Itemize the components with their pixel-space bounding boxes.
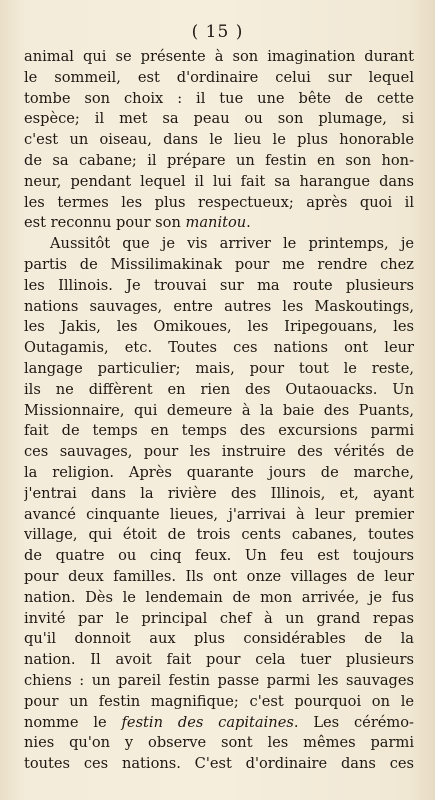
text-run: . Les cérémo- [293,713,414,731]
text-line: c'est un oiseau, dans le lieu le plus honorable [24,131,414,149]
text-line: chiens : un pareil festin passe parmi les sauvages [24,671,414,689]
text-line: nations sauvages, entre autres les Maskoutings, [24,297,414,315]
text-line: animal qui se présente à son imagination durant [24,48,414,65]
text-line: tombe son choix : il tue une bête de cette [24,89,414,107]
text-line: espèce; il met sa peau ou son plumage, si [24,110,414,128]
text-line: la religion. Après quarante jours de marche, [24,463,414,481]
text-line: langage particulier; mais, pour tout le reste, [24,359,414,377]
text-line: Aussitôt que je vis arriver le printemps, je [50,235,414,253]
text-line: Outagamis, etc. Toutes ces nations ont leur [24,339,414,357]
text-line: nation. Il avoit fait pour cela tuer plusieurs [24,651,414,669]
text-line: pour un festin magnifique; c'est pourquoi on le [24,692,414,710]
page-number: ( 15 ) [191,22,244,42]
text-line: neur, pendant lequel il lui fait sa harangue dans [24,172,414,190]
text-line: de quatre ou cinq feux. Un feu est toujours [24,547,414,565]
text-line: de sa cabane; il prépare un festin en son hon- [24,151,414,169]
text-line: pour deux familles. Ils ont onze villages de leur [24,567,414,585]
text-line: fait de temps en temps des excursions parmi [24,422,414,440]
text-line: partis de Missilimakinak pour me rendre chez [24,255,414,273]
text-line: le sommeil, est d'ordinaire celui sur lequel [24,68,414,86]
italic-term: festin des capitaines [121,713,294,731]
text-line: qu'il donnoit aux plus considérables de la [24,630,414,648]
text-run: . [246,214,251,232]
italic-term: manitou [185,214,247,232]
text-run: est reconnu pour son [24,214,186,232]
text-line: j'entrai dans la rivière des Illinois, et, ayant [24,484,414,502]
text-line: ils ne diffèrent en rien des Outaouacks. Un [24,380,414,398]
text-line: les Jakis, les Omikoues, les Iripegouans, les [24,318,414,336]
text-line: Missionnaire, qui demeure à la baie des Puants, [24,401,414,419]
text-line: invité par le principal chef à un grand repas [24,609,414,627]
text-line: toutes ces nations. C'est d'ordinaire dans ces [24,755,414,773]
text-line: avancé cinquante lieues, j'arrivai à leur premier [24,505,414,523]
text-run: nomme le [24,713,122,731]
text-line: nation. Dès le lendemain de mon arrivée, je fus [24,588,414,606]
text-line: nies qu'on y observe sont les mêmes parmi [24,734,414,752]
text-line [24,213,414,234]
text-line: ces sauvages, pour les instruire des vérités de [24,443,414,461]
body-text [24,47,414,775]
text-line: village, qui étoit de trois cents cabanes, toutes [24,526,414,544]
text-line: les termes les plus respectueux; après quoi il [24,193,414,211]
text-line [24,713,414,734]
text-line: les Illinois. Je trouvai sur ma route plusieurs [24,276,414,294]
